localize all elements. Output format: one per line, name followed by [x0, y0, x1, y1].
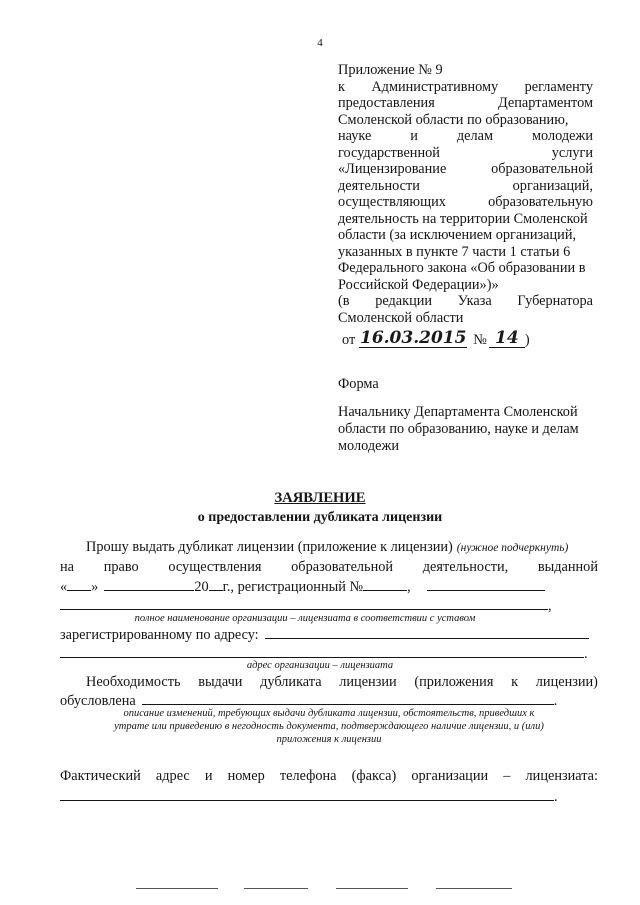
quote-close: » [91, 579, 99, 595]
addressee-line-2: области по образованию, науке и делам [338, 421, 579, 437]
word: организаций, [512, 177, 593, 194]
issue-year-field[interactable] [209, 578, 223, 591]
appendix-line-5 [338, 128, 593, 145]
appendix-header [338, 62, 593, 348]
word: (факса) [351, 768, 397, 784]
issue-month-field[interactable] [104, 578, 194, 591]
word: право [103, 559, 139, 575]
word: науке [338, 128, 372, 144]
appendix-line-8 [338, 178, 593, 195]
word: образовательную [488, 194, 593, 210]
word: – [503, 768, 511, 784]
word: на [60, 559, 74, 575]
word: предоставления [338, 95, 435, 111]
addressee-line-1: Начальнику Департамента Смоленской [338, 404, 578, 420]
word: «Лицензирование [338, 161, 447, 177]
reason-hint-line-3: приложения к лицензии [276, 734, 382, 745]
appendix-line-6 [338, 145, 593, 162]
word: лицензии) [535, 674, 598, 690]
appendix-line-7 [338, 161, 593, 178]
appendix-line-16: Смоленской области [338, 309, 464, 326]
word: выданной [537, 559, 598, 575]
addressee [338, 404, 600, 455]
decree-reference [338, 328, 593, 348]
footer-rule-3 [336, 888, 408, 889]
body-line-1 [60, 539, 598, 556]
word: организации [411, 768, 489, 784]
comma: , [407, 579, 411, 595]
footer-rule-2 [244, 888, 308, 889]
ot-suffix: ) [524, 331, 530, 348]
ot-prefix: от [342, 331, 356, 348]
page-number: 4 [317, 37, 323, 49]
reason-hint-line-2: утрате или приведению в негодность документа, подтверждающего наличие лицензии, и (или) [114, 721, 544, 732]
word: услуги [551, 144, 593, 161]
word: образовательной [491, 161, 593, 177]
reason-hint-line-1: описание изменений, требующих выдачи дубликата лицензии, обстоятельств, приведших к [123, 708, 535, 719]
word: деятельности [338, 177, 420, 194]
comma: , [548, 598, 552, 614]
year-prefix: 20 [194, 579, 209, 595]
word: и [204, 768, 213, 784]
word: Губернатора [517, 293, 593, 309]
appendix-line-15 [338, 293, 593, 310]
appendix-line-9 [338, 194, 593, 211]
word: молодежи [531, 128, 593, 144]
registration-label: г., регистрационный № [222, 579, 364, 595]
address-label: зарегистрированному по адресу: [60, 627, 259, 643]
request-text: Прошу выдать дубликат лицензии (приложение к лицензии) [86, 539, 453, 555]
appendix-line-12: указанных в пункте 7 части 1 статьи 6 [338, 243, 571, 260]
body-line-3 [60, 578, 598, 596]
underline-hint: (нужное подчеркнуть) [456, 542, 569, 554]
registration-number-field[interactable] [363, 578, 407, 591]
document-subtitle: о предоставлении дубликата лицензии [197, 510, 443, 525]
word: Фактический [60, 768, 141, 784]
body-line-7 [60, 674, 598, 691]
appendix-line-10: деятельность на территории Смоленской [338, 210, 588, 227]
word: выдачи [198, 674, 243, 690]
body-line-5 [60, 626, 598, 644]
body-line-9 [60, 768, 598, 785]
appendix-line-11: области (за исключением организаций, [338, 227, 577, 243]
word: к [338, 78, 345, 95]
addressee-line-3: молодежи [338, 438, 400, 454]
organization-name-hint: полное наименование организации – лицензиата в соответствии с уставом [134, 613, 476, 624]
form-label: Форма [338, 376, 379, 392]
word: регламенту [524, 78, 593, 95]
word: редакции [375, 293, 433, 309]
word: Указа [457, 293, 492, 309]
period: . [554, 789, 558, 805]
period: . [584, 646, 588, 662]
reason-label: обусловлена [60, 693, 136, 709]
word: (приложения [414, 674, 494, 690]
word: государственной [338, 144, 440, 161]
word: образовательной [291, 559, 394, 575]
appendix-line-2 [338, 79, 593, 96]
appendix-line-1: Приложение № 9 [338, 62, 443, 78]
quote-open: « [60, 579, 68, 595]
handwritten-date: 16.03.2015 [359, 328, 467, 348]
word: осуществляющих [338, 194, 446, 210]
word: Департаментом [497, 95, 593, 111]
word: номер [227, 768, 265, 784]
word: деятельности, [422, 559, 509, 575]
address-field-1[interactable] [265, 626, 589, 639]
appendix-line-4: Смоленской области по образованию, [338, 111, 569, 128]
body-line-2 [60, 559, 598, 576]
word: лицензии [339, 674, 397, 690]
reason-hint [60, 707, 598, 746]
address-hint: адрес организации – лицензиата [246, 660, 394, 671]
footer-rule-1 [136, 888, 218, 889]
document-title: ЗАЯВЛЕНИЕ [274, 490, 366, 506]
word: Необходимость [86, 674, 181, 690]
reason-field[interactable] [142, 692, 554, 705]
body-line-10 [60, 788, 598, 806]
appendix-line-13: Федерального закона «Об образовании в [338, 260, 586, 276]
word: (в [338, 293, 350, 309]
address-field-2[interactable] [60, 645, 584, 658]
handwritten-number: 14 [489, 330, 525, 348]
word: Административному [371, 78, 499, 95]
issue-day-field[interactable] [67, 578, 91, 591]
period: . [553, 693, 558, 709]
word: лицензиата: [525, 768, 598, 784]
registration-extra-field[interactable] [427, 578, 545, 591]
organization-name-field[interactable] [60, 597, 548, 610]
word: и [410, 128, 418, 144]
actual-address-phone-field[interactable] [60, 788, 554, 801]
ot-number-label: № [473, 331, 487, 348]
word: адрес [155, 768, 190, 784]
word: телефона [279, 768, 337, 784]
appendix-line-3 [338, 95, 593, 112]
word: делам [456, 128, 494, 144]
word: дубликата [260, 674, 322, 690]
word: к [511, 674, 519, 690]
footer-rule-4 [436, 888, 512, 889]
word: осуществления [168, 559, 262, 575]
appendix-line-14: Российской Федерации»)» [338, 276, 499, 293]
